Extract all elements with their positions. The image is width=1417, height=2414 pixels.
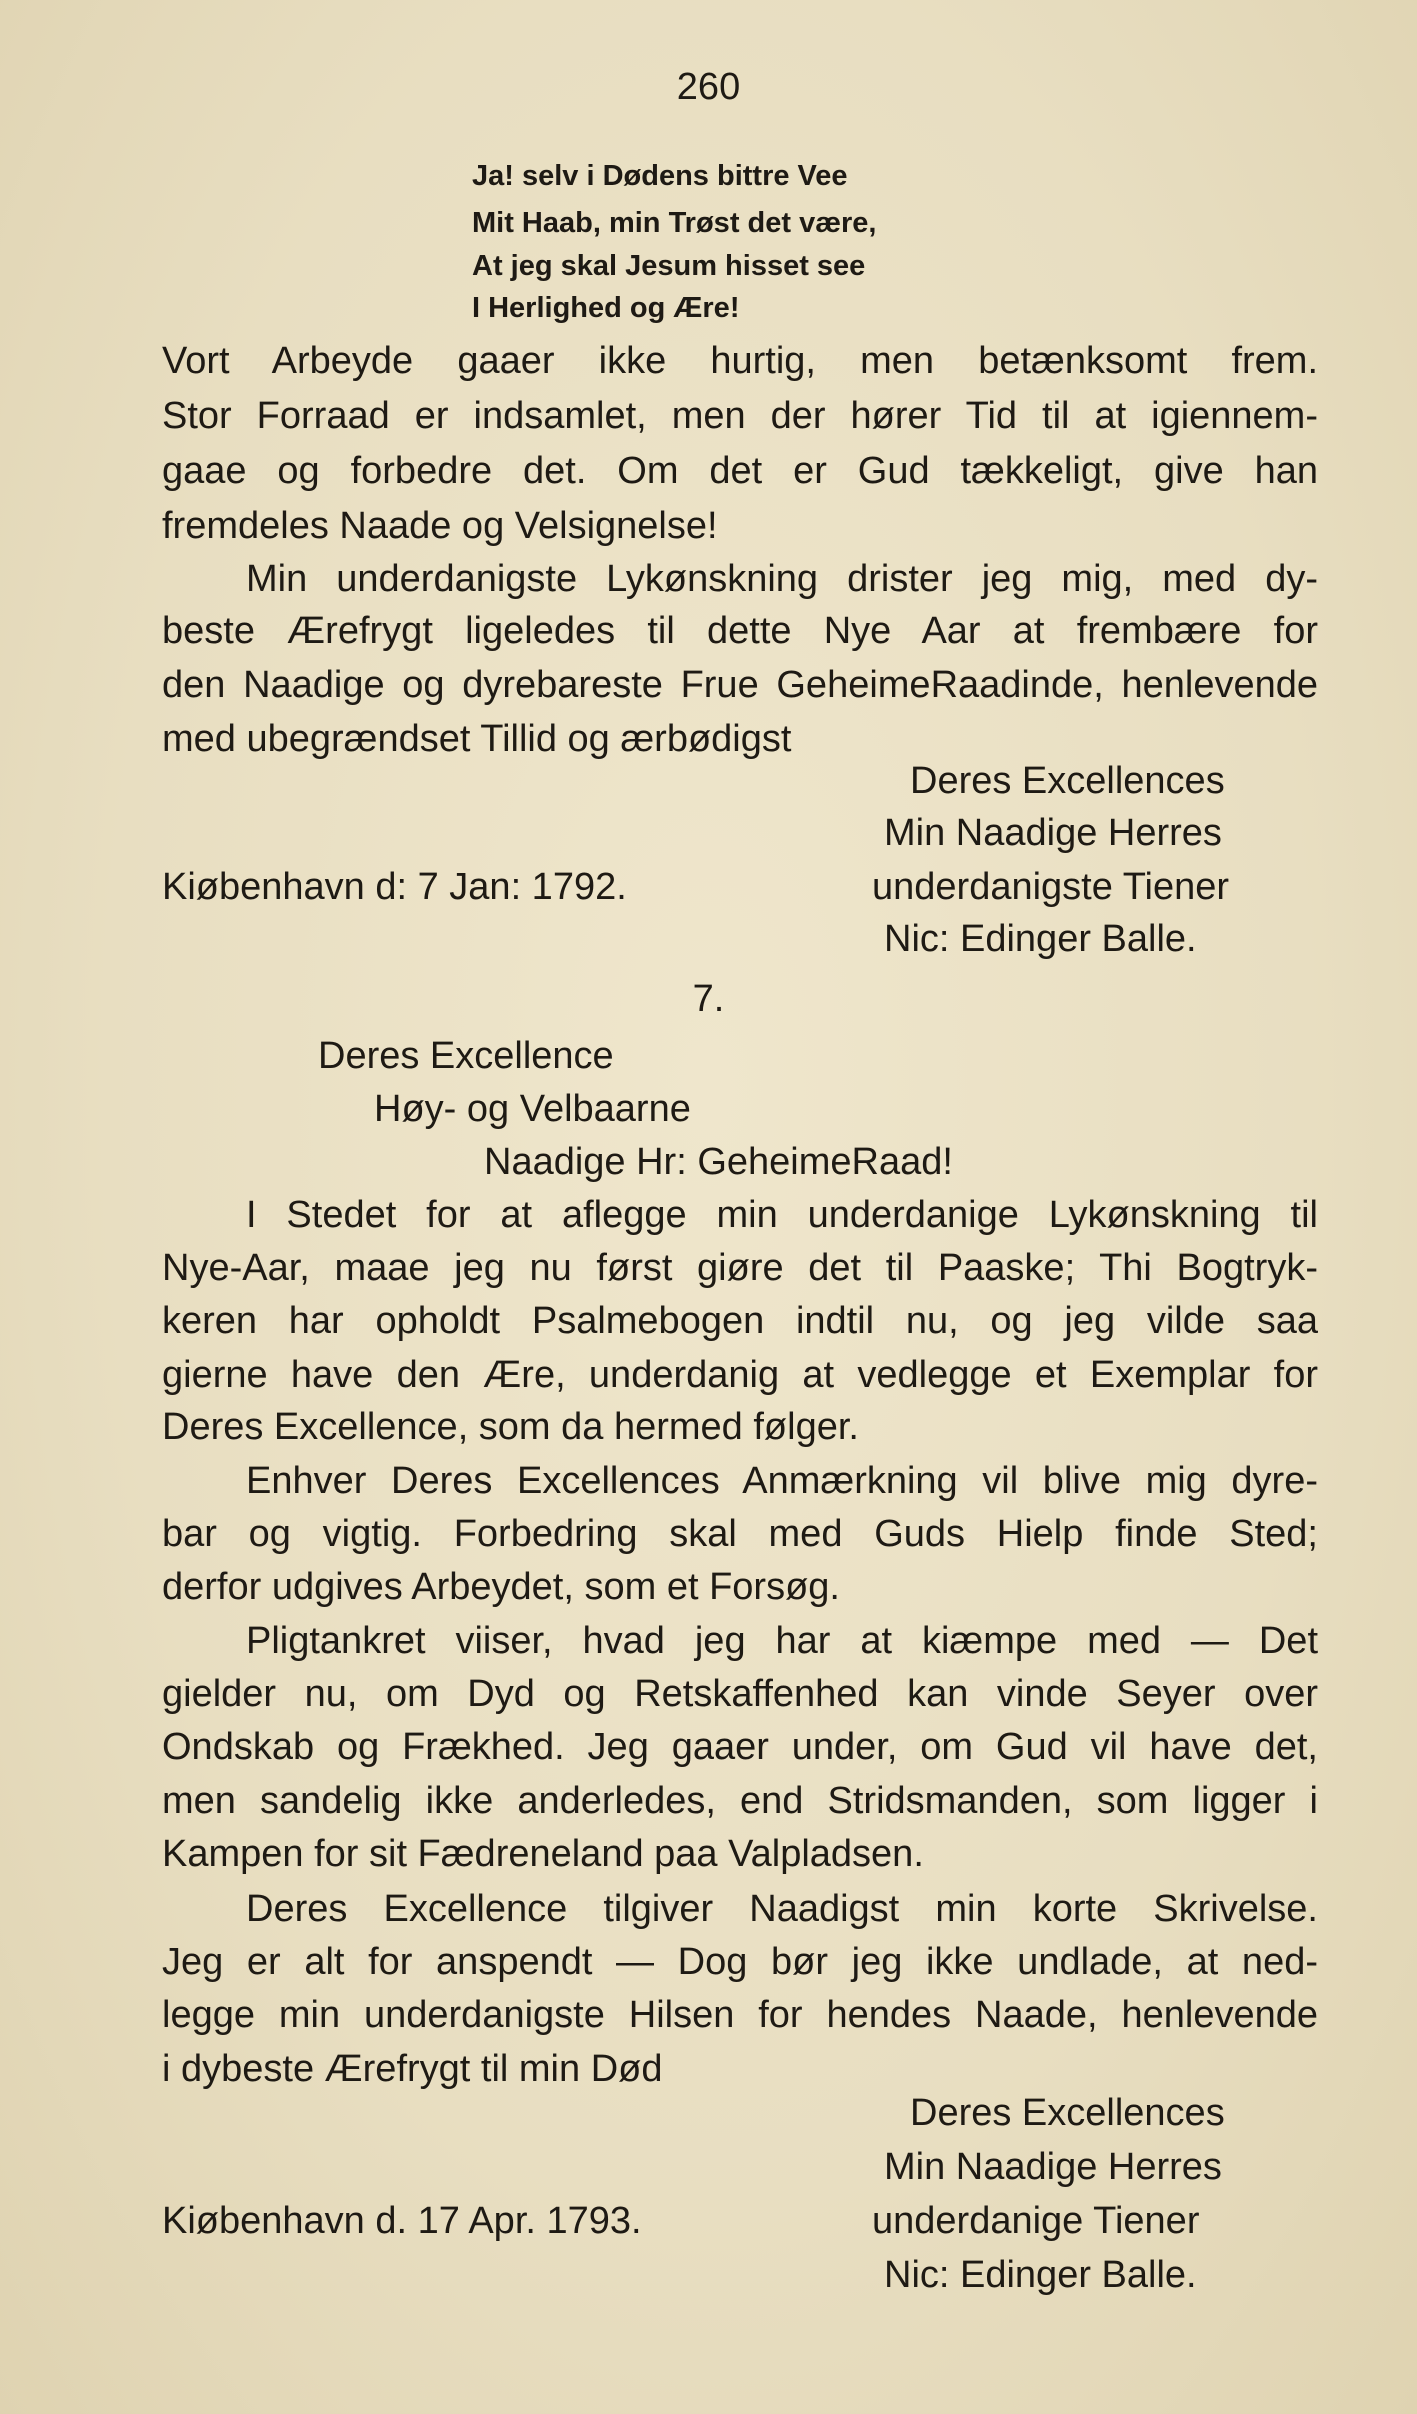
text-line: derfor udgives Arbeydet, som et Forsøg. <box>162 1566 840 1608</box>
closing-line: underdanige Tiener <box>872 2200 1200 2242</box>
closing-line: underdanigste Tiener <box>872 866 1230 908</box>
signature: Nic: Edinger Balle. <box>884 918 1197 960</box>
closing-line: Min Naadige Herres <box>884 812 1222 854</box>
text-line: I Stedet for at aflegge min underdanige Lykønskning til <box>246 1194 1318 1236</box>
text-line: bar og vigtig. Forbedring skal med Guds Hielp finde Sted; <box>162 1513 1318 1555</box>
text-line: med ubegrændset Tillid og ærbødigst <box>162 718 792 760</box>
text-line: i dybeste Ærefrygt til min Død <box>162 2048 663 2090</box>
text-line: Stor Forraad er indsamlet, men der hører Tid til at igiennem- <box>162 395 1318 437</box>
text-line: Kampen for sit Fædreneland paa Valpladsen. <box>162 1833 924 1875</box>
place-date: Kiøbenhavn d. 17 Apr. 1793. <box>162 2200 642 2242</box>
text-line: Vort Arbeyde gaaer ikke hurtig, men betænksomt frem. <box>162 340 1318 382</box>
verse-line: At jeg skal Jesum hisset see <box>472 250 866 282</box>
closing-line: Min Naadige Herres <box>884 2146 1222 2188</box>
text-line: Pligtankret viiser, hvad jeg har at kiæmpe med — Det <box>246 1620 1318 1662</box>
salutation-line: Høy- og Velbaarne <box>374 1088 691 1130</box>
text-line: Nye-Aar, maae jeg nu først giøre det til Paaske; Thi Bogtryk- <box>162 1247 1318 1289</box>
text-line: Deres Excellence, som da hermed følger. <box>162 1406 859 1448</box>
verse-line: Mit Haab, min Trøst det være, <box>472 207 877 239</box>
text-line: Enhver Deres Excellences Anmærkning vil blive mig dyre- <box>246 1460 1318 1502</box>
text-line: beste Ærefrygt ligeledes til dette Nye Aar at frembære for <box>162 610 1318 652</box>
page-number: 260 <box>676 66 741 108</box>
verse-line: Ja! selv i Dødens bittre Vee <box>472 160 848 192</box>
verse-line: I Herlighed og Ære! <box>472 292 740 324</box>
text-line: Ondskab og Frækhed. Jeg gaaer under, om Gud vil have det, <box>162 1726 1318 1768</box>
text-line: keren har opholdt Psalmebogen indtil nu, og jeg vilde saa <box>162 1300 1318 1342</box>
text-line: Jeg er alt for anspendt — Dog bør jeg ikke undlade, at ned- <box>162 1941 1318 1983</box>
text-line: gierne have den Ære, underdanig at vedlegge et Exemplar for <box>162 1354 1318 1396</box>
closing-line: Deres Excellences <box>910 760 1225 802</box>
letter-number: 7. <box>692 978 725 1020</box>
text-line: den Naadige og dyrebareste Frue GeheimeRaadinde, henlevende <box>162 664 1318 706</box>
text-line: men sandelig ikke anderledes, end Stridsmanden, som ligger i <box>162 1780 1318 1822</box>
text-line: Deres Excellence tilgiver Naadigst min korte Skrivelse. <box>246 1888 1318 1930</box>
salutation-line: Naadige Hr: GeheimeRaad! <box>484 1141 953 1183</box>
text-line: gielder nu, om Dyd og Retskaffenhed kan vinde Seyer over <box>162 1673 1318 1715</box>
place-date: Kiøbenhavn d: 7 Jan: 1792. <box>162 866 627 908</box>
closing-line: Deres Excellences <box>910 2092 1225 2134</box>
text-line: gaae og forbedre det. Om det er Gud tækkeligt, give han <box>162 450 1318 492</box>
text-line: Min underdanigste Lykønskning drister jeg mig, med dy- <box>246 558 1318 600</box>
salutation-line: Deres Excellence <box>318 1035 614 1077</box>
signature: Nic: Edinger Balle. <box>884 2254 1197 2296</box>
text-line: legge min underdanigste Hilsen for hendes Naade, henlevende <box>162 1994 1318 2036</box>
text-line: fremdeles Naade og Velsignelse! <box>162 505 718 547</box>
